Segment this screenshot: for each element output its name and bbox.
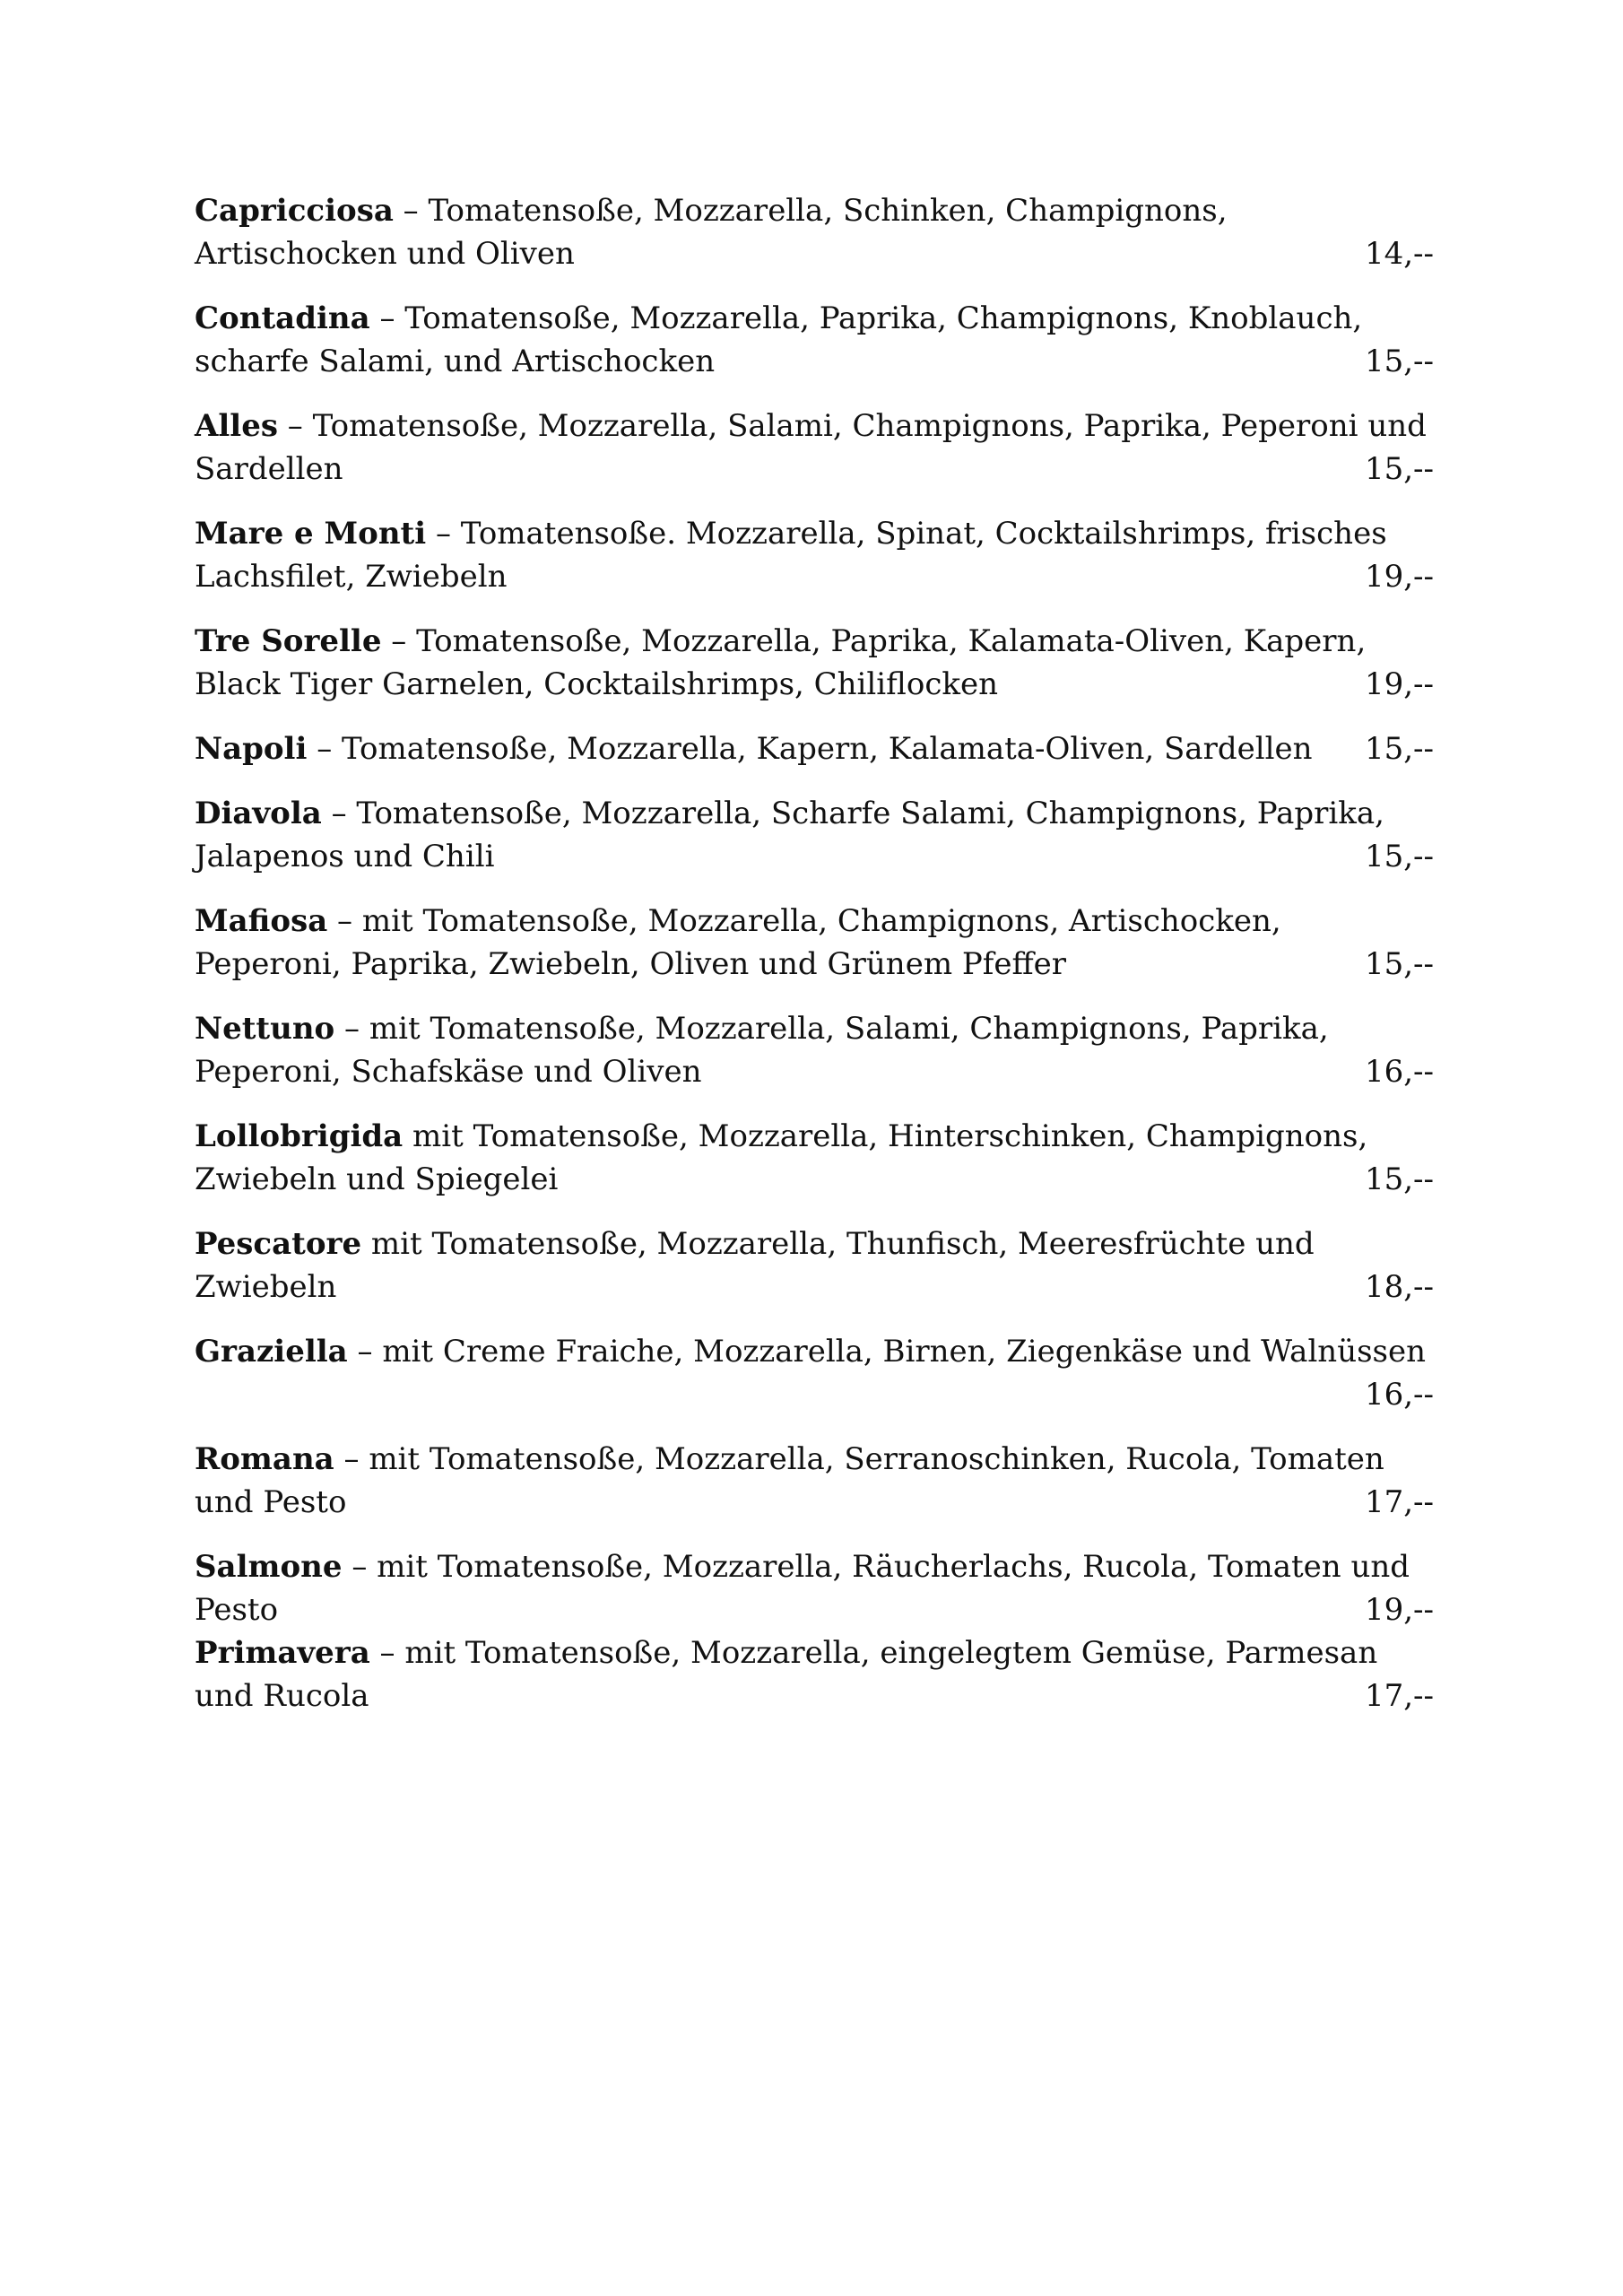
item-description: – Tomatensoße. Mozzarella, Spinat, Cocktailshrimps, frisches Lachsfilet, Zwiebeln: [195, 516, 1387, 595]
item-name: Alles: [195, 408, 278, 444]
item-price: 15,--: [1364, 946, 1434, 982]
item-name: Contadina: [195, 300, 370, 336]
item-price: 18,--: [1364, 1269, 1434, 1305]
item-price: 19,--: [1364, 559, 1434, 595]
menu-item-diavola: [195, 792, 1434, 878]
item-price: 17,--: [1364, 1678, 1434, 1714]
menu-item-salmone: [195, 1545, 1434, 1631]
item-name: Napoli: [195, 731, 308, 767]
menu-item-graziella: [195, 1330, 1434, 1416]
item-description: – mit Tomatensoße, Mozzarella, Champignons, Artischocken, Peperoni, Paprika, Zwiebeln, Oliven und Grünem Pfeffer: [195, 903, 1281, 982]
item-description: – Tomatensoße, Mozzarella, Paprika, Champignons, Knoblauch, scharfe Salami, und Artischocken: [195, 300, 1363, 379]
item-price: 15,--: [1364, 731, 1434, 767]
item-name: Mafiosa: [195, 903, 328, 939]
item-price: 16,--: [1364, 1377, 1434, 1413]
item-name: Primavera: [195, 1635, 370, 1671]
menu-item-mafiosa: [195, 900, 1434, 986]
item-name: Diavola: [195, 796, 322, 831]
item-description: – Tomatensoße, Mozzarella, Scharfe Salami, Champignons, Paprika, Jalapenos und Chili: [195, 796, 1384, 874]
item-name: Capricciosa: [195, 193, 394, 229]
menu-item-napoli: [195, 727, 1434, 770]
menu-item-capricciosa: [195, 189, 1434, 275]
menu-item-alles: [195, 404, 1434, 491]
item-name: Salmone: [195, 1549, 343, 1585]
item-price: 14,--: [1364, 236, 1434, 272]
item-price: 19,--: [1364, 666, 1434, 702]
item-description: – mit Tomatensoße, Mozzarella, eingelegtem Gemüse, Parmesan und Rucola: [195, 1635, 1378, 1714]
item-description: – Tomatensoße, Mozzarella, Salami, Champignons, Paprika, Peperoni und Sardellen: [195, 408, 1427, 487]
menu-item-contadina: [195, 297, 1434, 383]
menu-item-pescatore: [195, 1222, 1434, 1309]
item-price: 17,--: [1364, 1484, 1434, 1520]
item-name: Lollobrigida: [195, 1118, 404, 1154]
item-description: – mit Creme Fraiche, Mozzarella, Birnen, Ziegenkäse und Walnüssen: [347, 1334, 1427, 1370]
menu-item-romana: [195, 1438, 1434, 1524]
item-description: – mit Tomatensoße, Mozzarella, Räucherlachs, Rucola, Tomaten und Pesto: [195, 1549, 1410, 1628]
menu-item-primavera: [195, 1631, 1434, 1718]
item-price: 15,--: [1364, 839, 1434, 874]
item-price: 15,--: [1364, 451, 1434, 487]
item-name: Graziella: [195, 1334, 348, 1370]
item-description: mit Tomatensoße, Mozzarella, Hinterschinken, Champignons, Zwiebeln und Spiegelei: [195, 1118, 1368, 1197]
item-description: – mit Tomatensoße, Mozzarella, Salami, Champignons, Paprika, Peperoni, Schafskäse und Oliven: [195, 1011, 1329, 1090]
menu-page: [195, 189, 1434, 1739]
item-price: 15,--: [1364, 1161, 1434, 1197]
menu-item-nettuno: [195, 1007, 1434, 1093]
item-name: Mare e Monti: [195, 516, 427, 552]
item-name: Tre Sorelle: [195, 623, 382, 659]
item-name: Romana: [195, 1441, 334, 1477]
item-name: Pescatore: [195, 1226, 362, 1262]
menu-item-mare-e-monti: [195, 512, 1434, 598]
menu-item-lollobrigida: [195, 1115, 1434, 1201]
item-description: – Tomatensoße, Mozzarella, Kapern, Kalamata-Oliven, Sardellen: [307, 731, 1313, 767]
item-price: 16,--: [1364, 1054, 1434, 1090]
item-description: – mit Tomatensoße, Mozzarella, Serranoschinken, Rucola, Tomaten und Pesto: [195, 1441, 1384, 1520]
item-price: 19,--: [1364, 1592, 1434, 1628]
item-description: – Tomatensoße, Mozzarella, Paprika, Kalamata-Oliven, Kapern, Black Tiger Garnelen, Cocktailshrimps, Chiliflocken: [195, 623, 1367, 702]
item-description: mit Tomatensoße, Mozzarella, Thunfisch, Meeresfrüchte und Zwiebeln: [195, 1226, 1315, 1305]
item-description: – Tomatensoße, Mozzarella, Schinken, Champignons, Artischocken und Oliven: [195, 193, 1228, 272]
menu-item-tre-sorelle: [195, 620, 1434, 706]
item-price: 15,--: [1364, 344, 1434, 379]
item-name: Nettuno: [195, 1011, 335, 1047]
